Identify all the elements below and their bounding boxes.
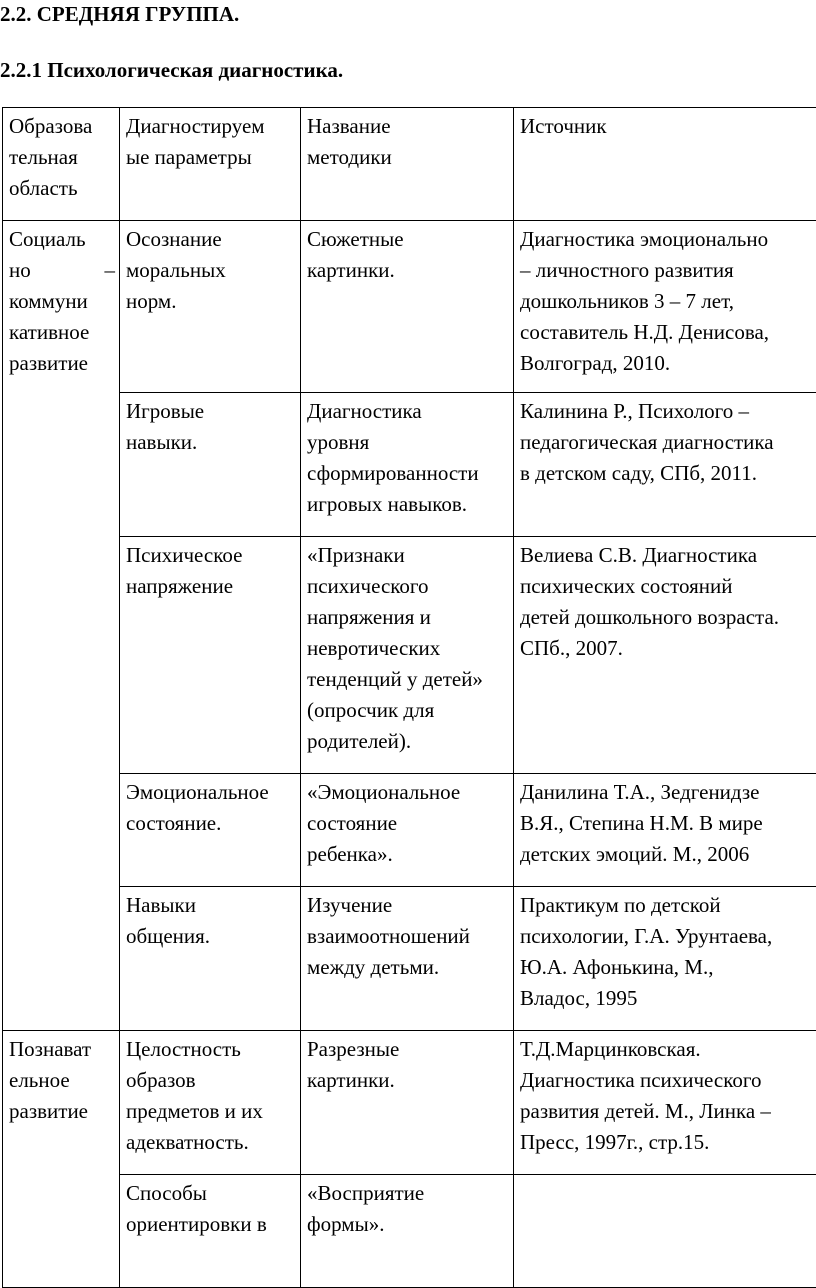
table-row <box>3 537 816 774</box>
table-row <box>3 774 816 887</box>
area-cell-social: Социаль но – коммуни кативное развитие <box>3 221 120 1031</box>
source-cell <box>514 1175 816 1288</box>
param-cell: Осознание моральных норм. <box>120 221 301 393</box>
method-cell: Сюжетные картинки. <box>301 221 514 393</box>
diagnostics-table <box>2 107 816 1288</box>
subsection-title: 2.2.1 Психологическая диагностика. <box>0 58 343 83</box>
method-cell: Диагностика уровня сформированности игровых навыков. <box>301 393 514 537</box>
header-method-cell: Название методики <box>301 108 514 221</box>
table-header-row <box>3 108 816 221</box>
param-cell: Игровые навыки. <box>120 393 301 537</box>
header-area-cell: Образова тельная область <box>3 108 120 221</box>
param-cell: Эмоциональное состояние. <box>120 774 301 887</box>
source-cell: Практикум по детской психологии, Г.А. Урунтаева, Ю.А. Афонькина, М., Владос, 1995 <box>514 887 816 1031</box>
header-source-cell: Источник <box>514 108 816 221</box>
source-cell: Велиева С.В. Диагностика психических состояний детей дошкольного возраста. СПб., 2007. <box>514 537 816 774</box>
table-row <box>3 887 816 1031</box>
source-cell: Калинина Р., Психолого – педагогическая диагностика в детском саду, СПб, 2011. <box>514 393 816 537</box>
source-cell: Т.Д.Марцинковская. Диагностика психического развития детей. М., Линка – Пресс, 1997г., стр.15. <box>514 1031 816 1175</box>
param-cell: Целостность образов предметов и их адекватность. <box>120 1031 301 1175</box>
table-row <box>3 1175 816 1288</box>
method-cell: «Признаки психического напряжения и невротических тенденций у детей» (опросчик для родителей). <box>301 537 514 774</box>
table-row <box>3 1031 816 1175</box>
area-cell-cognitive: Познават ельное развитие <box>3 1031 120 1288</box>
param-cell: Психическое напряжение <box>120 537 301 774</box>
header-params-cell: Диагностируем ые параметры <box>120 108 301 221</box>
source-cell: Данилина Т.А., Зедгенидзе В.Я., Степина Н.М. В мире детских эмоций. М., 2006 <box>514 774 816 887</box>
method-cell: «Эмоциональное состояние ребенка». <box>301 774 514 887</box>
source-cell: Диагностика эмоционально – личностного развития дошкольников 3 – 7 лет, составитель Н.Д. Денисова, Волгоград, 2010. <box>514 221 816 393</box>
param-cell: Способы ориентировки в <box>120 1175 301 1288</box>
section-title: 2.2. СРЕДНЯЯ ГРУППА. <box>0 2 239 27</box>
method-cell: «Восприятие формы». <box>301 1175 514 1288</box>
param-cell: Навыки общения. <box>120 887 301 1031</box>
method-cell: Изучение взаимоотношений между детьми. <box>301 887 514 1031</box>
method-cell: Разрезные картинки. <box>301 1031 514 1175</box>
table-row <box>3 393 816 537</box>
table-row <box>3 221 816 393</box>
